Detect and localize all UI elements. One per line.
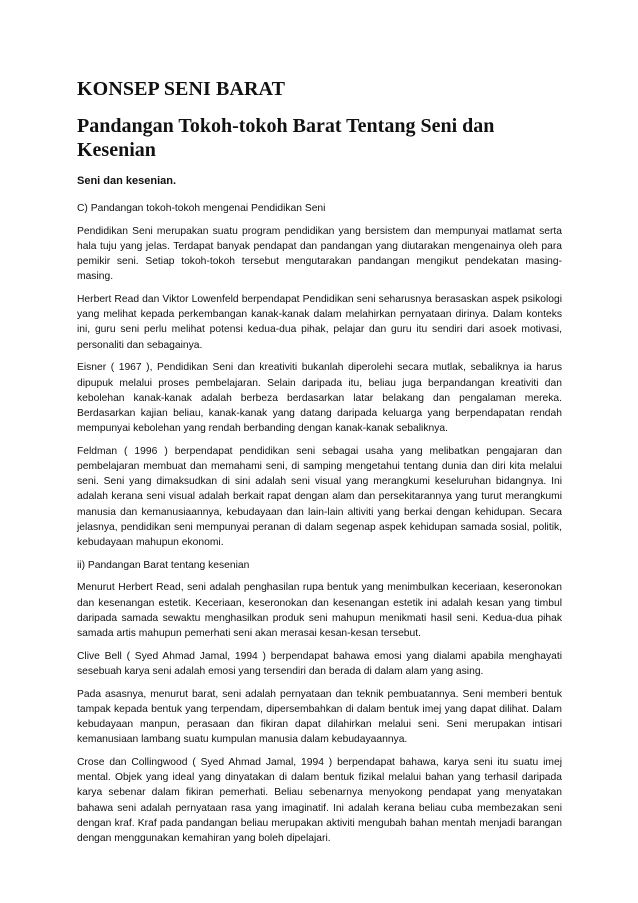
document-title: KONSEP SENI BARAT bbox=[77, 78, 286, 100]
paragraph-read-lowenfeld: Herbert Read dan Viktor Lowenfeld berpendapat Pendidikan seni seharusnya berasaskan aspek psikologi yang melihat kepada perkembangan kanak-kanak dalam melahirkan pernyataan dirinya. Dalam konteks ini, guru seni perlu melihat potensi kedua-dua pihak, pelajar dan guru itu sendiri dari asoek motivasi, personaliti dan sebagainya. bbox=[77, 294, 562, 351]
document-body bbox=[77, 78, 562, 854]
paragraph-crose-collingwood: Crose dan Collingwood ( Syed Ahmad Jamal, 1994 ) berpendapat bahawa, karya seni itu suatu imej mental. Objek yang ideal yang dinyatakan di dalam bentuk fizikal melalui bahan yang terhasil daripada karya sebenar dalam fikiran pemerhati. Beliau sebenarnya menyokong pendapat yang menyatakan bahawa seni adalah pernyataan rasa yang imaginatif. Ini adalah kerana beliau cuba membezakan seni dengan kraf. Kraf pada pandangan beliau merupakan aktiviti mengubah bahan mentah menjadi barangan dengan menggunakan kemahiran yang boleh dipelajari. bbox=[77, 757, 562, 845]
paragraph-heading-c: C) Pandangan tokoh-tokoh mengenai Pendidikan Seni bbox=[77, 203, 326, 214]
paragraph-herbert-read: Menurut Herbert Read, seni adalah penghasilan rupa bentuk yang menimbulkan keceriaan, keseronokan dan kesenangan estetik. Keceriaan, keseronokan dan kesenangan estetik ini adalah kesan yang timbul daripada samada sewaktu menghasilkan produk seni mahupun menikmati hasil seni. Kedua-dua pihak samada artis mahupun pemerhati seni akan merasai kesan-kesan tersebut. bbox=[77, 582, 562, 640]
paragraph-heading-ii: ii) Pandangan Barat tentang kesenian bbox=[77, 559, 250, 571]
paragraph-feldman: Feldman ( 1996 ) berpendapat pendidikan seni sebagai usaha yang melibatkan pengajaran dan pembelajaran membuat dan memahami seni, di samping mengetahui tentang dunia dan diri kita melalui seni. Seni yang dimaksudkan di sini adalah seni visual yang merangkumi keseluruhan bidangnya. Ini adalah kerana seni visual adalah berkait rapat dengan alam dan persekitarannya yang turut merangkumi manusia dan kemanusiaannya, kebudayaan dan lain-lain altiviti yang berkai dengan kehidupan. Secara jelasnya, pendidikan seni mempunyai peranan di dalam segenap aspek kehidupan samada sosial, politik, kebudayaan mahupun ekonomi. bbox=[77, 445, 562, 549]
paragraph-pada-asasnya: Pada asasnya, menurut barat, seni adalah pernyataan dan teknik pembuatannya. Seni memberi bentuk tampak kepada bentuk yang terpendam, dipersembahkan di dalam bentuk imej yang dapat dilihat. Dalam kebudayaan manpun, perasaan dan fikiran dapat dilahirkan melalui seni. Seni merupakan intisari kemanusiaan lambang suatu kumpulan manusia dalam kebudayaannya. bbox=[77, 688, 562, 746]
document-subtitle: Pandangan Tokoh-tokoh Barat Tentang Seni dan Kesenian bbox=[77, 115, 495, 161]
paragraph-clive-bell: Clive Bell ( Syed Ahmad Jamal, 1994 ) berpendapat bahawa emosi yang dialami apabila menghayati sesebuah karya seni adalah emosi yang tersendiri dan berada di dalam alam yang asing. bbox=[77, 650, 562, 677]
paragraph-eisner: Eisner ( 1967 ), Pendidikan Seni dan kreativiti bukanlah diperolehi secara mutlak, sebaliknya ia harus dipupuk melalui proses pembelajaran. Selain daripada itu, beliau juga berpandangan kreativiti dan kebolehan kanak-kanak adalah berbeza berdasarkan latar belakang dan pengalaman mereka. Berdasarkan kajian beliau, kanak-kanak yang datang daripada keluarga yang berpendapatan rendah mempunyai kebolehan yang rendah berbanding dengan kanak-kanak sebaliknya. bbox=[77, 362, 562, 435]
paragraph-pendidikan-seni: Pendidikan Seni merupakan suatu program pendidikan yang bersistem dan mempunyai matlamat serta hala tuju yang jelas. Terdapat banyak pendapat dan pandangan yang diutarakan mengenainya oleh para pemikir seni. Setiap tokoh-tokoh tersebut mengutarakan pandangan mengikut pendekatan masing-masing. bbox=[77, 225, 562, 283]
section-label: Seni dan kesenian. bbox=[77, 175, 177, 187]
